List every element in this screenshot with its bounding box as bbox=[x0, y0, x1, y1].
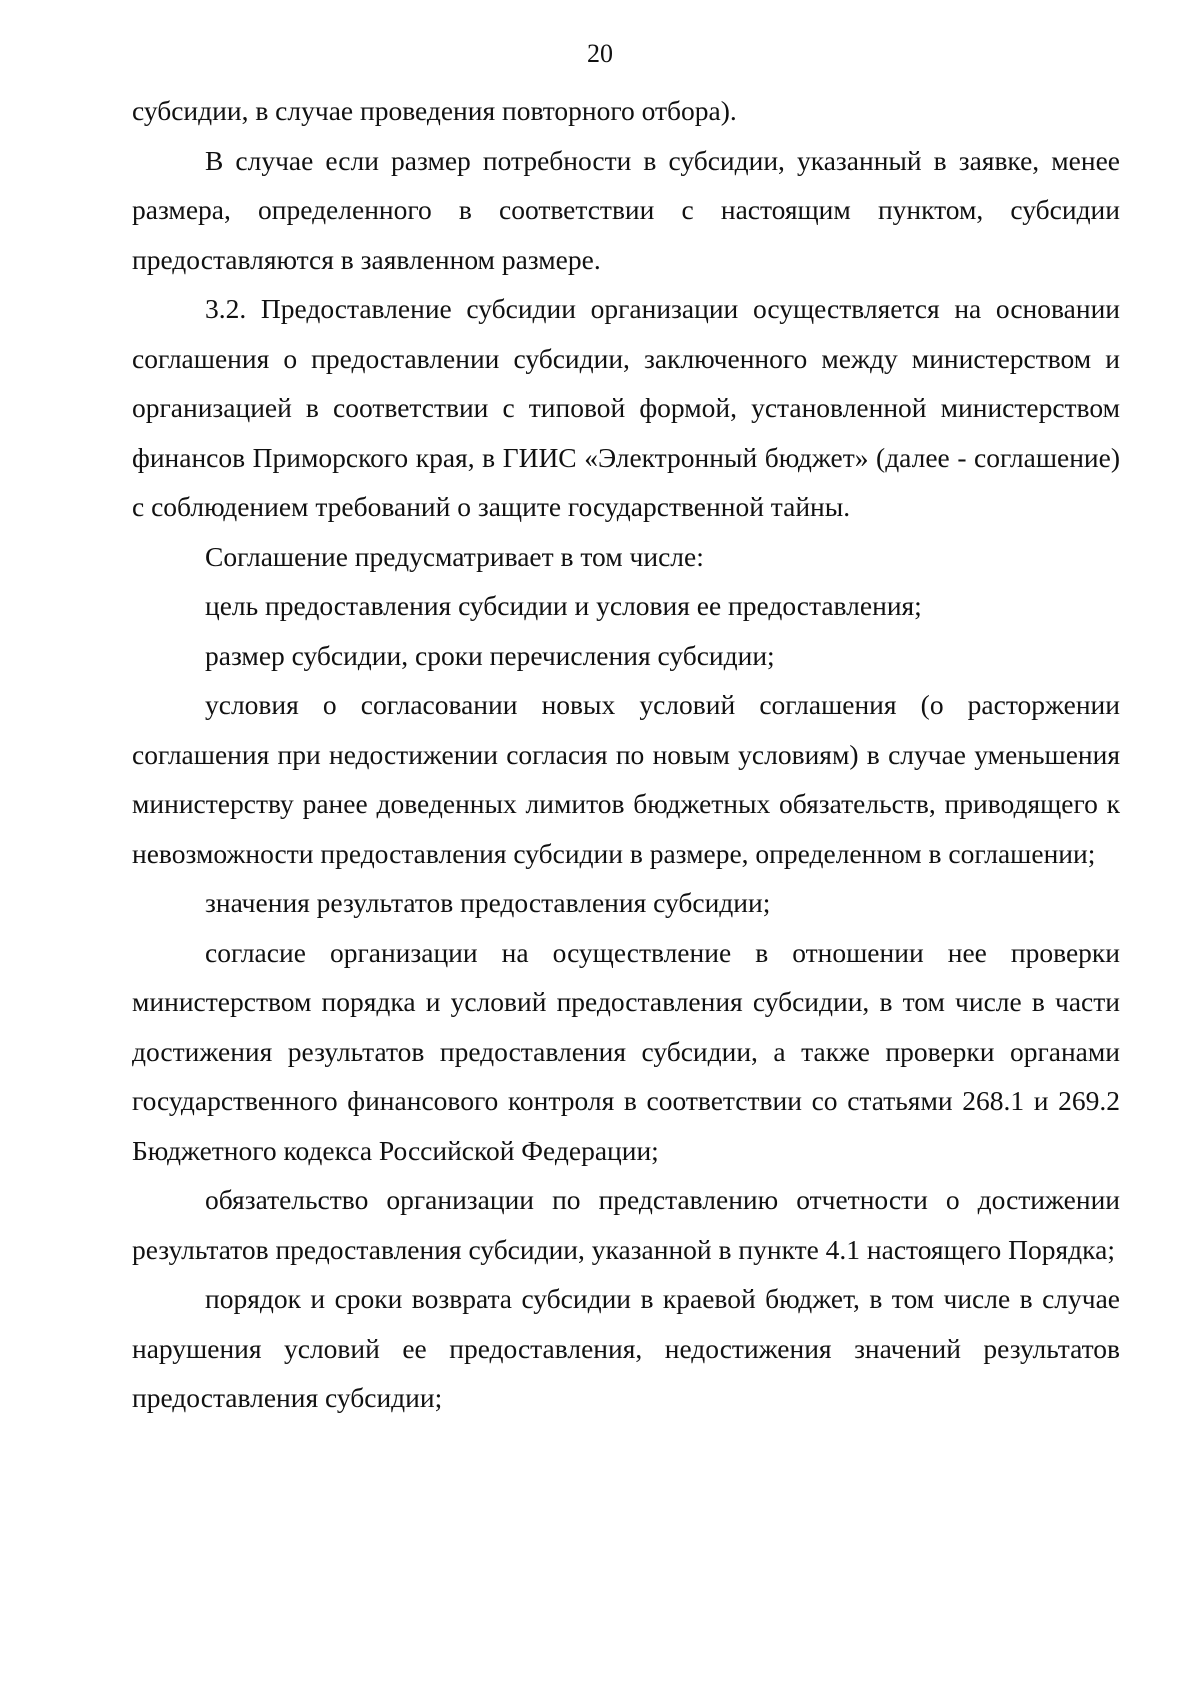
document-body bbox=[132, 86, 1120, 1423]
list-item-size-terms: размер субсидии, сроки перечисления субсидии; bbox=[205, 639, 775, 671]
paragraph-subsidy-size: В случае если размер потребности в субсидии, указанный в заявке, менее размера, определенного в соответствии с настоящим пунктом, субсидии предоставляются в заявленном размере. bbox=[132, 144, 1120, 275]
list-item-reporting: обязательство организации по представлению отчетности о достижении результатов предоставления субсидии, указанной в пункте 4.1 настоящего Порядка; bbox=[132, 1184, 1120, 1265]
list-item-purpose: цель предоставления субсидии и условия ее предоставления; bbox=[205, 590, 922, 621]
list-item-new-conditions: условия о согласовании новых условий соглашения (о расторжении соглашения при недостижении согласия по новым условиям) в случае уменьшения министерству ранее доведенных лимитов бюджетных обязательств, приводящего к невозможности предоставления субсидии в размере, определенном в соглашении; bbox=[132, 689, 1120, 869]
paragraph-agreement-intro: Соглашение предусматривает в том числе: bbox=[205, 540, 704, 572]
list-item-result-values: значения результатов предоставления субсидии; bbox=[205, 887, 771, 918]
paragraph-3-2: 3.2. Предоставление субсидии организации осуществляется на основании соглашения о предоставлении субсидии, заключенного между министерством и организацией в соответствии с типовой формой, установленной министерством финансов Приморского края, в ГИИС «Электронный бюджет» (далее - соглашение) с соблюдением требований о защите государственной тайны. bbox=[132, 293, 1120, 522]
paragraph-continuation: субсидии, в случае проведения повторного отбора). bbox=[132, 95, 737, 126]
list-item-consent-audit: согласие организации на осуществление в отношении нее проверки министерством порядка и условий предоставления субсидии, в том числе в части достижения результатов предоставления субсидии, а также проверки органами государственного финансового контроля в соответствии со статьями 268.1 и 269.2 Бюджетного кодекса Российской Федерации; bbox=[132, 936, 1120, 1166]
page-number: 20 bbox=[587, 39, 613, 68]
list-item-refund: порядок и сроки возврата субсидии в краевой бюджет, в том числе в случае нарушения условий ее предоставления, недостижения значений результатов предоставления субсидии; bbox=[132, 1283, 1120, 1413]
